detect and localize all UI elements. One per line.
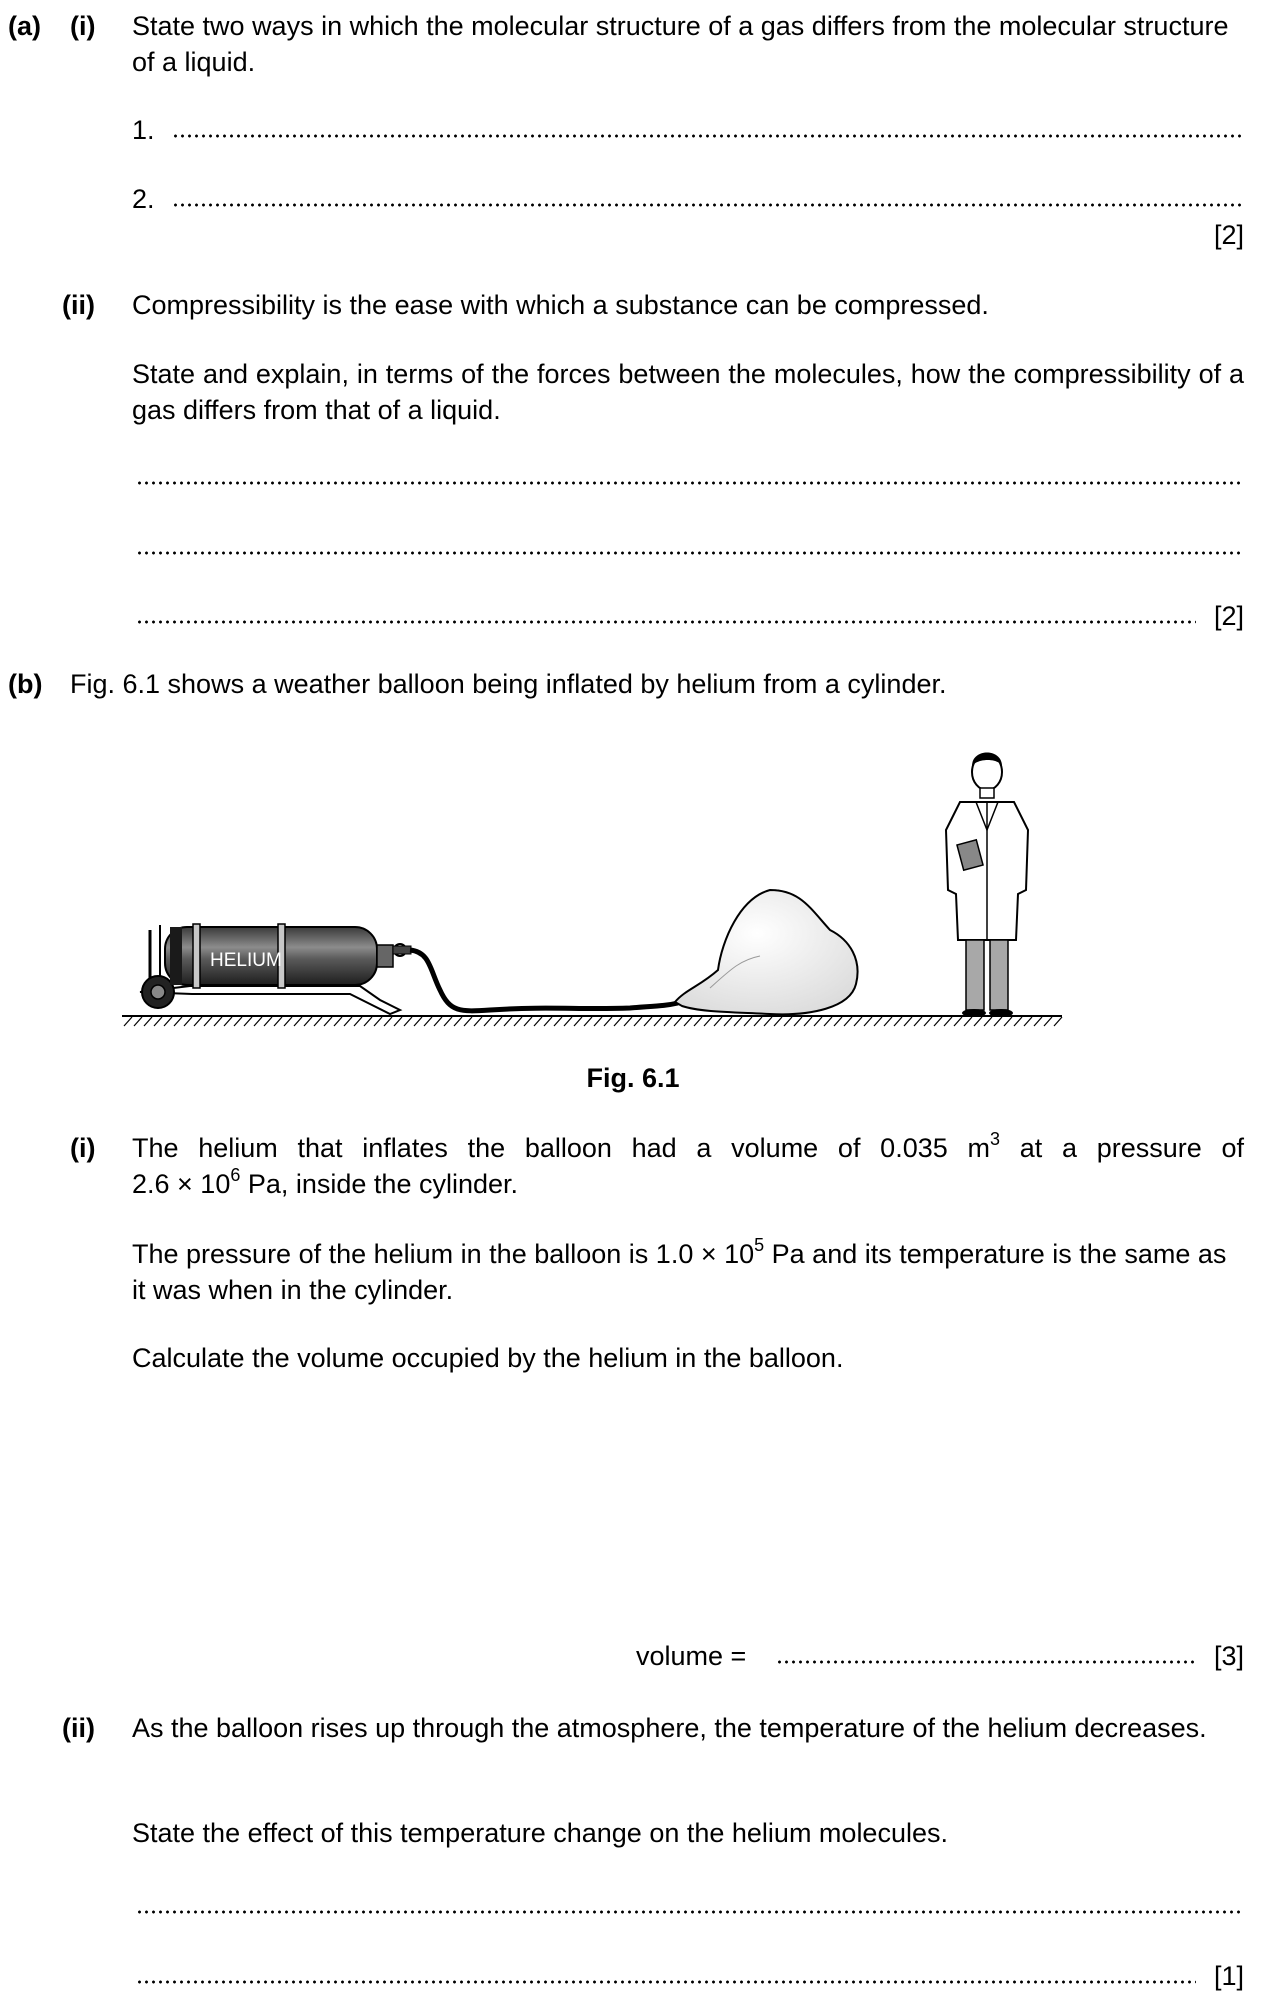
- part-b-i-label: (i): [70, 1133, 96, 1163]
- helium-cylinder: [140, 924, 411, 1014]
- hose: [410, 950, 678, 1011]
- marks-b-ii: [1]: [1213, 1961, 1244, 1991]
- part-b-i-p1d: Pa, inside the cylinder.: [240, 1169, 519, 1199]
- part-a-ii-intro: Compressibility is the ease with which a substance can be compressed.: [132, 290, 989, 320]
- part-b-ii-para2: State the effect of this temperature change on the helium molecules.: [132, 1818, 948, 1848]
- answer-line-a-i-1[interactable]: [172, 132, 1244, 140]
- pressure-exponent-5: 5: [754, 1235, 765, 1255]
- part-b-label: (b): [8, 669, 43, 699]
- part-b-i-p1a: The helium that inflates the balloon had a volume of 0.035 m: [132, 1133, 990, 1163]
- part-b-i-p1b: at a pressure of: [999, 1133, 1245, 1163]
- part-a-i-question: State two ways in which the molecular structure of a gas differs from the molecular structure of a liquid.: [132, 11, 1229, 77]
- scientist: [946, 753, 1028, 1018]
- part-b-i-p2b: Pa and its temperature is the same as it was when in the cylinder.: [132, 1239, 1227, 1305]
- answer-line-a-ii-3[interactable]: [136, 618, 1196, 626]
- part-b-i-para2: [132, 1236, 1244, 1308]
- volume-answer-line[interactable]: [776, 1658, 1196, 1666]
- answer-line-b-ii-1[interactable]: [136, 1908, 1244, 1916]
- part-b-i-p2a: The pressure of the helium in the balloon is 1.0 × 10: [132, 1239, 755, 1269]
- answer-2-number: 2.: [132, 184, 155, 214]
- volume-answer-label: volume =: [636, 1641, 747, 1671]
- part-b-ii-para1: As the balloon rises up through the atmosphere, the temperature of the helium decreases.: [132, 1713, 1207, 1743]
- answer-line-a-ii-2[interactable]: [136, 549, 1244, 557]
- part-b-i-para1-line2: [132, 1166, 1244, 1202]
- marks-a-ii: [2]: [1213, 601, 1244, 631]
- answer-line-a-ii-1[interactable]: [136, 479, 1244, 487]
- part-b-i-p1c: 2.6 × 10: [132, 1169, 231, 1199]
- part-b-intro: Fig. 6.1 shows a weather balloon being inflated by helium from a cylinder.: [70, 669, 947, 699]
- cylinder-label: HELIUM: [210, 950, 282, 971]
- unit-exponent-3: 3: [989, 1129, 1000, 1149]
- answer-line-a-i-2[interactable]: [172, 201, 1244, 209]
- marks-b-i: [3]: [1213, 1641, 1244, 1671]
- part-a-ii-question: State and explain, in terms of the forces between the molecules, how the compressibility of a gas differs from that of a liquid.: [132, 359, 1244, 425]
- answer-line-b-ii-2[interactable]: [136, 1978, 1196, 1986]
- part-b-i-para1-line1: [132, 1130, 1244, 1166]
- ground: [122, 1016, 1062, 1026]
- part-a-ii-label: (ii): [62, 290, 95, 320]
- figure-6-1: [110, 730, 1070, 1030]
- marks-a-i: [2]: [1213, 220, 1244, 250]
- figure-caption: Fig. 6.1: [586, 1063, 680, 1093]
- part-b-ii-label: (ii): [62, 1713, 95, 1743]
- answer-1-number: 1.: [132, 115, 155, 145]
- part-a-label: (a): [8, 11, 41, 41]
- part-b-i-para3: Calculate the volume occupied by the helium in the balloon.: [132, 1343, 844, 1373]
- balloon: [675, 890, 858, 1014]
- part-a-i-label: (i): [70, 11, 96, 41]
- pressure-exponent-6: 6: [230, 1165, 241, 1185]
